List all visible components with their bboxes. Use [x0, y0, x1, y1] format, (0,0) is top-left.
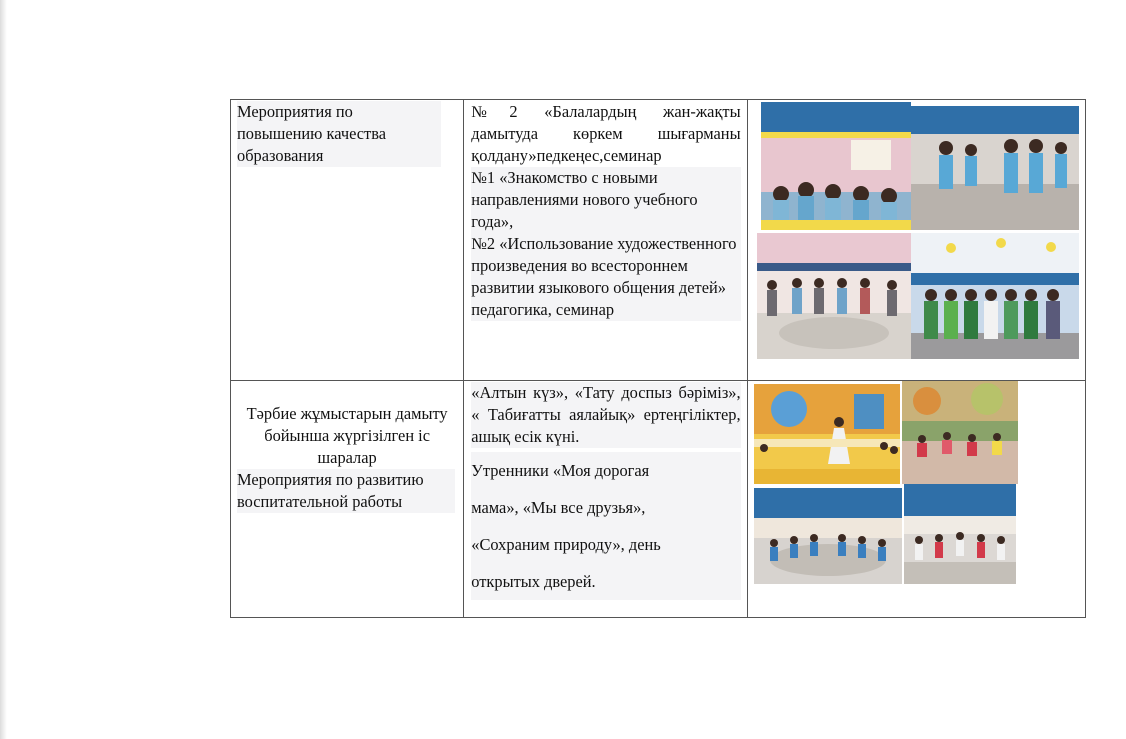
page-edge-shadow [0, 0, 7, 739]
ru-item-2: №2 «Использование художественного произведения во всестороннем развитии языкового общения детей» педагогика, семинар [471, 233, 740, 321]
ru-line-1: Утренники «Моя дорогая [471, 452, 740, 489]
table-row [231, 100, 1086, 381]
kz-seminar-title: №2 «Балалардың жан-жақты дамытуда көркем шығарманы қолдану»педкеңес,семинар [471, 102, 741, 165]
photo-autumn-matinee [754, 384, 900, 484]
event-title-ru: Мероприятия по развитию воспитательной работы [237, 469, 455, 513]
photo-children-circle-hall [754, 488, 902, 584]
photos-cell [747, 100, 1085, 381]
photo-seminar-seated-teachers [761, 102, 911, 230]
description-cell [464, 381, 747, 618]
event-title-cell [231, 100, 464, 381]
kz-events-text: «Алтын күз», «Тату доспыз бәріміз», « Табиғатты аялайық» ертеңгіліктер, ашық есік күні. [471, 383, 741, 446]
event-title-kz: Тәрбие жұмыстарын дамыту бойынша жүргізілген іс шаралар [246, 404, 448, 467]
photo-teachers-group-portrait [911, 233, 1079, 359]
ru-line-2: мама», «Мы все друзья», [471, 489, 740, 526]
photo-teachers-with-certificates-room [757, 233, 911, 359]
ru-item-1: №1 «Знакомство с новыми направлениями нового учебного года», [471, 167, 740, 233]
event-title: Мероприятия по повышению качества образования [237, 101, 441, 167]
photo-children-dance [902, 381, 1018, 484]
event-title-cell [231, 381, 464, 618]
photo-teachers-standing-hall [911, 106, 1079, 230]
photo-children-performance [904, 484, 1016, 584]
description-cell [464, 100, 747, 381]
ru-line-3: «Сохраним природу», день [471, 526, 740, 563]
table-row [231, 381, 1086, 618]
photos-cell [747, 381, 1085, 618]
events-table [230, 99, 1086, 618]
ru-line-4: открытых дверей. [471, 563, 740, 600]
